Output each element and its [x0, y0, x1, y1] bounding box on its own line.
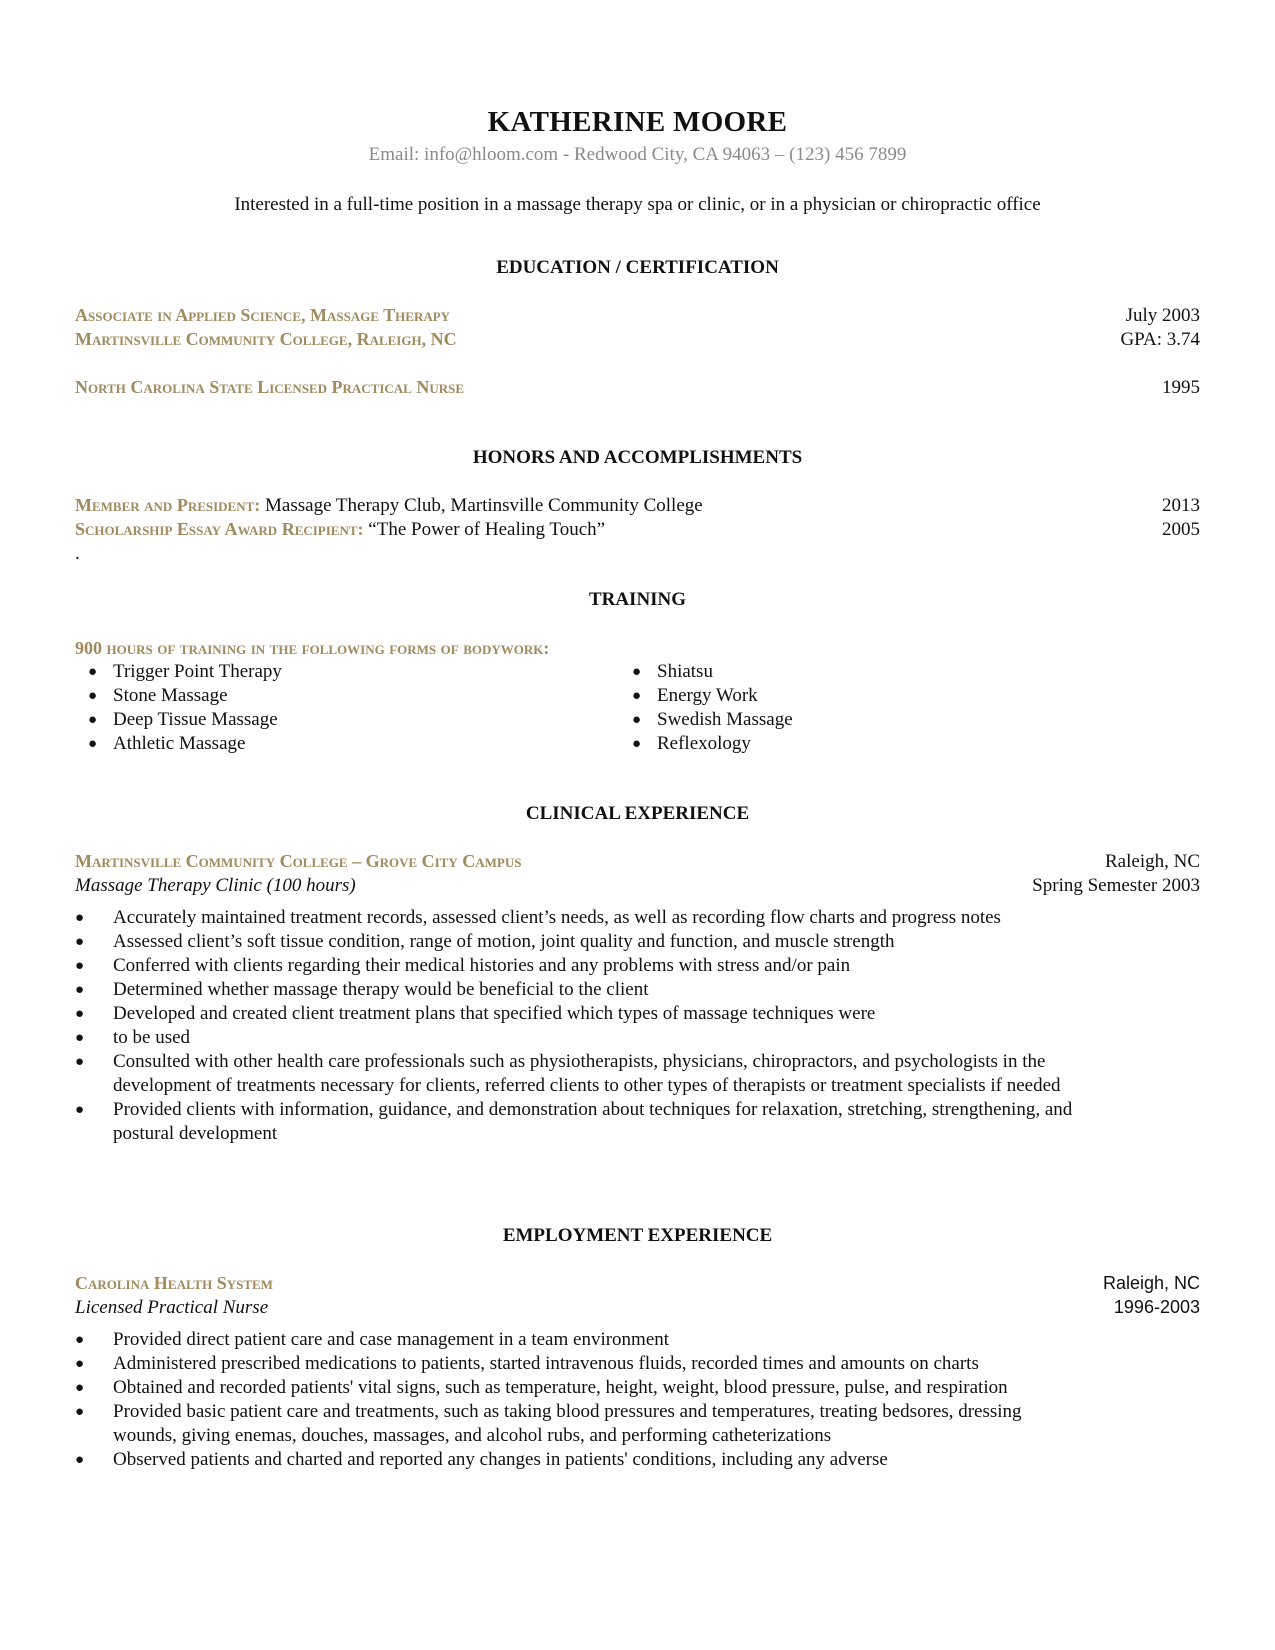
clinical-dates: Spring Semester 2003 — [1032, 875, 1200, 896]
list-item: ● Provided clients with information, guidance, and demonstration about techniques for relaxation, stretching, strengthening, and postural development — [75, 1099, 1073, 1144]
school-name: Martinsville Community College, Raleigh, NC — [75, 329, 457, 349]
bullet-icon: ● — [75, 1356, 85, 1372]
list-item: ● Stone Massage — [88, 685, 228, 706]
employment-dates: 1996-2003 — [1113, 1297, 1200, 1317]
resume-page — [75, 0, 1200, 1650]
degree-row — [75, 303, 1200, 328]
clinical-heading: CLINICAL EXPERIENCE — [525, 803, 750, 824]
employment-location: Raleigh, NC — [1102, 1273, 1200, 1293]
contact-line: Email: info@hloom.com - Redwood City, CA 94063 – (123) 456 7899 — [368, 144, 907, 165]
employment-bullets — [75, 1328, 1075, 1472]
bullet-icon: ● — [88, 664, 98, 680]
list-item: ● Athletic Massage — [88, 733, 246, 754]
list-item: ● Developed and created client treatment plans that specified which types of massage techniques were — [75, 1003, 876, 1024]
gpa: GPA: 3.74 — [1120, 329, 1200, 350]
bullet-icon: ● — [75, 1380, 85, 1396]
list-item: ● Reflexology — [632, 733, 751, 754]
bullet-icon: ● — [88, 688, 98, 704]
bullet-icon: ● — [75, 958, 85, 974]
license-name: North Carolina State Licensed Practical Nurse — [75, 377, 465, 397]
list-item: ● Assessed client’s soft tissue condition, range of motion, joint quality and function, and muscle strength — [75, 931, 895, 952]
list-item: ● Shiatsu — [632, 661, 713, 682]
honor-year: 2013 — [1162, 495, 1200, 516]
bullet-icon: ● — [632, 712, 642, 728]
education-heading: EDUCATION / CERTIFICATION — [496, 257, 779, 278]
list-item: ● Administered prescribed medications to patients, started intravenous fluids, recorded times and amounts on charts — [75, 1353, 979, 1374]
stray-period-row — [75, 541, 1200, 566]
list-item: ● Trigger Point Therapy — [88, 661, 282, 682]
clinical-role-row — [75, 873, 1200, 898]
bullet-icon: ● — [75, 982, 85, 998]
honor-text — [75, 493, 703, 518]
training-list-right — [619, 660, 1159, 756]
license-row — [75, 375, 1200, 400]
objective-statement: Interested in a full-time position in a massage therapy spa or clinic, or in a physician or chiropractic office — [234, 194, 1041, 215]
list-item: ● Provided basic patient care and treatments, such as taking blood pressures and temperatures, treating bedsores, dressing wounds, giving enemas, douches, massages, and alcohol rubs, and performing catheterizations — [75, 1401, 1022, 1446]
honor-label: Scholarship Essay Award Recipient: — [75, 519, 364, 539]
clinical-org: Martinsville Community College – Grove City Campus — [75, 851, 522, 871]
bullet-icon: ● — [75, 1452, 85, 1468]
honor-row — [75, 517, 1200, 542]
training-heading: TRAINING — [588, 589, 687, 610]
training-intro: 900 hours of training in the following forms of bodywork: — [75, 638, 550, 658]
employment-heading: EMPLOYMENT EXPERIENCE — [502, 1225, 773, 1246]
bullet-icon: ● — [75, 1006, 85, 1022]
bullet-icon: ● — [632, 664, 642, 680]
bullet-icon: ● — [75, 1404, 85, 1420]
list-item: ● Conferred with clients regarding their medical histories and any problems with stress and/or pain — [75, 955, 851, 976]
candidate-name: KATHERINE MOORE — [487, 106, 788, 138]
employment-role: Licensed Practical Nurse — [75, 1297, 269, 1318]
honors-heading: HONORS AND ACCOMPLISHMENTS — [472, 447, 803, 468]
list-item: ● Provided direct patient care and case management in a team environment — [75, 1329, 670, 1350]
bullet-icon: ● — [75, 934, 85, 950]
list-item: ● Swedish Massage — [632, 709, 793, 730]
clinical-org-row — [75, 849, 1200, 874]
training-list-left — [75, 660, 615, 756]
employment-org-row — [75, 1271, 1200, 1296]
list-item: ● Accurately maintained treatment records, assessed client’s needs, as well as recording flow charts and progress notes — [75, 907, 1001, 928]
degree-date: July 2003 — [1125, 305, 1200, 326]
bullet-icon: ● — [88, 712, 98, 728]
bullet-icon: ● — [88, 736, 98, 752]
training-intro-row — [75, 636, 1200, 661]
clinical-location: Raleigh, NC — [1105, 851, 1200, 872]
employment-org: Carolina Health System — [75, 1273, 273, 1293]
list-item: ● Consulted with other health care professionals such as physiotherapists, physicians, chiropractors, and psychologists in the development of treatments necessary for clients, referred clients to other types of therapists or treatment specialists if needed — [75, 1051, 1061, 1096]
honor-detail: “The Power of Healing Touch” — [363, 519, 606, 540]
honor-row — [75, 493, 1200, 518]
list-item: ● Energy Work — [632, 685, 758, 706]
honor-text — [75, 517, 605, 542]
bullet-icon: ● — [75, 1332, 85, 1348]
list-item: ● Determined whether massage therapy would be beneficial to the client — [75, 979, 649, 1000]
school-row — [75, 327, 1200, 352]
clinical-bullets — [75, 906, 1075, 1146]
bullet-icon: ● — [632, 736, 642, 752]
honor-year: 2005 — [1162, 519, 1200, 540]
bullet-icon: ● — [75, 1102, 85, 1118]
bullet-icon: ● — [75, 1054, 85, 1070]
list-item: ● Observed patients and charted and reported any changes in patients' conditions, including any adverse — [75, 1449, 888, 1470]
degree-name: Associate in Applied Science, Massage Therapy — [75, 305, 451, 325]
list-item: ● Obtained and recorded patients' vital signs, such as temperature, height, weight, blood pressure, pulse, and respiration — [75, 1377, 1008, 1398]
bullet-icon: ● — [75, 1030, 85, 1046]
bullet-icon: ● — [632, 688, 642, 704]
list-item: ● Deep Tissue Massage — [88, 709, 278, 730]
list-item: ● to be used — [75, 1027, 191, 1048]
employment-role-row — [75, 1295, 1200, 1320]
stray-period: . — [75, 543, 80, 564]
bullet-icon: ● — [75, 910, 85, 926]
license-year: 1995 — [1162, 377, 1200, 398]
clinical-role: Massage Therapy Clinic (100 hours) — [75, 875, 356, 896]
honor-label: Member and President: — [75, 495, 261, 515]
honor-detail: Massage Therapy Club, Martinsville Community College — [260, 495, 703, 516]
